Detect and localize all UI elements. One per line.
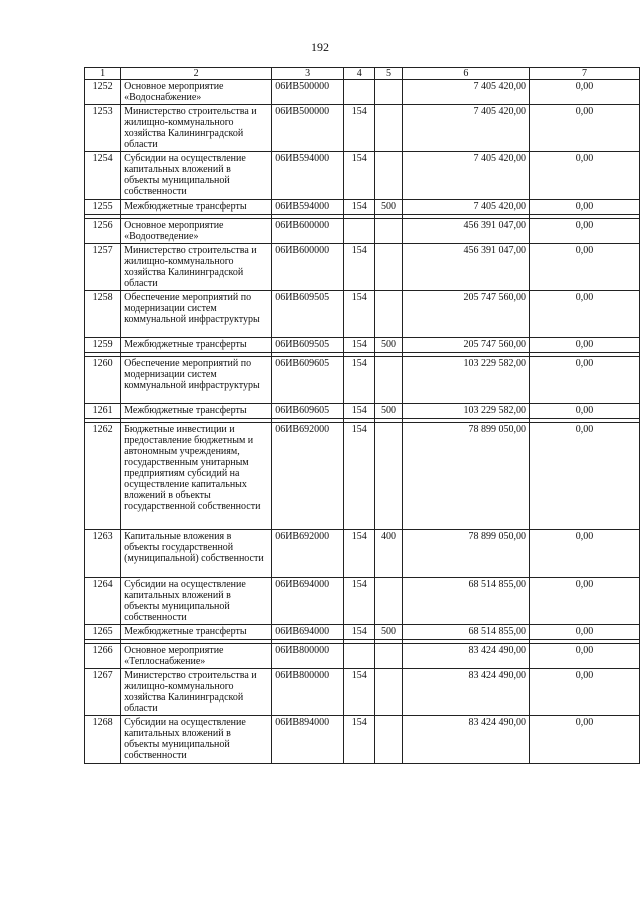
row-value: 0,00	[529, 80, 639, 105]
table-row	[85, 200, 640, 215]
row-vr	[375, 291, 402, 338]
table-row	[85, 357, 640, 404]
row-grbs: 154	[344, 578, 375, 625]
row-grbs: 154	[344, 291, 375, 338]
row-number: 1259	[85, 338, 121, 353]
row-code: 06ИВ800000	[272, 669, 344, 716]
table-row	[85, 105, 640, 152]
row-amount: 103 229 582,00	[402, 357, 529, 404]
row-name: Бюджетные инвестиции и предоставление бюджетным и автономным учреждениям, государственным унитарным предприятиям субсидий на осуществление капитальных вложений в объекты государственной собственности	[121, 423, 272, 530]
row-code: 06ИВ609605	[272, 404, 344, 419]
row-name: Межбюджетные трансферты	[121, 338, 272, 353]
row-amount: 7 405 420,00	[402, 105, 529, 152]
budget-table	[84, 67, 640, 764]
row-amount: 7 405 420,00	[402, 152, 529, 200]
row-name: Министерство строительства и жилищно-коммунального хозяйства Калининградской области	[121, 669, 272, 716]
row-amount: 68 514 855,00	[402, 625, 529, 640]
row-name: Капитальные вложения в объекты государственной (муниципальной) собственности	[121, 530, 272, 578]
row-code: 06ИВ600000	[272, 244, 344, 291]
row-code: 06ИВ692000	[272, 530, 344, 578]
table-row	[85, 644, 640, 669]
row-vr	[375, 716, 402, 764]
row-name: Межбюджетные трансферты	[121, 404, 272, 419]
row-amount: 456 391 047,00	[402, 244, 529, 291]
row-vr	[375, 219, 402, 244]
row-number: 1255	[85, 200, 121, 215]
row-amount: 83 424 490,00	[402, 669, 529, 716]
row-name: Основное мероприятие «Водоснабжение»	[121, 80, 272, 105]
row-amount: 456 391 047,00	[402, 219, 529, 244]
row-number: 1262	[85, 423, 121, 530]
row-amount: 7 405 420,00	[402, 80, 529, 105]
row-amount: 83 424 490,00	[402, 644, 529, 669]
row-vr	[375, 644, 402, 669]
row-vr	[375, 357, 402, 404]
table-row	[85, 219, 640, 244]
row-amount: 78 899 050,00	[402, 423, 529, 530]
row-number: 1253	[85, 105, 121, 152]
row-value: 0,00	[529, 423, 639, 530]
row-code: 06ИВ500000	[272, 105, 344, 152]
row-amount: 205 747 560,00	[402, 338, 529, 353]
row-vr: 400	[375, 530, 402, 578]
row-amount: 7 405 420,00	[402, 200, 529, 215]
row-name: Субсидии на осуществление капитальных вложений в объекты муниципальной собственности	[121, 716, 272, 764]
row-value: 0,00	[529, 105, 639, 152]
row-grbs	[344, 219, 375, 244]
row-name: Основное мероприятие «Теплоснабжение»	[121, 644, 272, 669]
row-value: 0,00	[529, 152, 639, 200]
row-code: 06ИВ694000	[272, 578, 344, 625]
row-number: 1254	[85, 152, 121, 200]
row-number: 1261	[85, 404, 121, 419]
table-row	[85, 244, 640, 291]
row-vr	[375, 423, 402, 530]
row-grbs: 154	[344, 152, 375, 200]
row-grbs	[344, 644, 375, 669]
row-grbs: 154	[344, 338, 375, 353]
table-row	[85, 716, 640, 764]
row-value: 0,00	[529, 219, 639, 244]
page-number: 192	[311, 40, 329, 54]
row-value: 0,00	[529, 244, 639, 291]
row-value: 0,00	[529, 338, 639, 353]
row-vr	[375, 105, 402, 152]
row-grbs: 154	[344, 404, 375, 419]
row-code: 06ИВ500000	[272, 80, 344, 105]
row-value: 0,00	[529, 716, 639, 764]
row-code: 06ИВ694000	[272, 625, 344, 640]
row-code: 06ИВ594000	[272, 200, 344, 215]
row-code: 06ИВ692000	[272, 423, 344, 530]
row-number: 1258	[85, 291, 121, 338]
row-grbs: 154	[344, 105, 375, 152]
table-row	[85, 152, 640, 200]
row-name: Межбюджетные трансферты	[121, 625, 272, 640]
row-vr	[375, 80, 402, 105]
row-name: Обеспечение мероприятий по модернизации систем коммунальной инфраструктуры	[121, 357, 272, 404]
row-amount: 103 229 582,00	[402, 404, 529, 419]
row-code: 06ИВ594000	[272, 152, 344, 200]
row-grbs: 154	[344, 530, 375, 578]
row-name: Основное мероприятие «Водоотведение»	[121, 219, 272, 244]
row-grbs: 154	[344, 200, 375, 215]
row-number: 1267	[85, 669, 121, 716]
row-number: 1264	[85, 578, 121, 625]
table-row	[85, 625, 640, 640]
row-code: 06ИВ600000	[272, 219, 344, 244]
row-code: 06ИВ609605	[272, 357, 344, 404]
row-vr: 500	[375, 625, 402, 640]
table-row	[85, 80, 640, 105]
row-value: 0,00	[529, 625, 639, 640]
row-grbs: 154	[344, 244, 375, 291]
row-value: 0,00	[529, 404, 639, 419]
row-amount: 68 514 855,00	[402, 578, 529, 625]
row-grbs: 154	[344, 716, 375, 764]
row-amount: 83 424 490,00	[402, 716, 529, 764]
header-col-2: 2	[121, 68, 272, 80]
row-name: Министерство строительства и жилищно-коммунального хозяйства Калининградской области	[121, 105, 272, 152]
row-name: Субсидии на осуществление капитальных вложений в объекты муниципальной собственности	[121, 152, 272, 200]
row-number: 1257	[85, 244, 121, 291]
row-value: 0,00	[529, 530, 639, 578]
row-vr: 500	[375, 338, 402, 353]
row-number: 1252	[85, 80, 121, 105]
row-name: Субсидии на осуществление капитальных вложений в объекты муниципальной собственности	[121, 578, 272, 625]
header-col-1: 1	[85, 68, 121, 80]
row-amount: 205 747 560,00	[402, 291, 529, 338]
table-body	[85, 80, 640, 764]
row-vr	[375, 244, 402, 291]
row-number: 1260	[85, 357, 121, 404]
row-grbs: 154	[344, 423, 375, 530]
row-value: 0,00	[529, 357, 639, 404]
table-row	[85, 578, 640, 625]
header-col-3: 3	[272, 68, 344, 80]
header-col-6: 6	[402, 68, 529, 80]
row-code: 06ИВ609505	[272, 338, 344, 353]
row-vr: 500	[375, 200, 402, 215]
row-vr: 500	[375, 404, 402, 419]
row-value: 0,00	[529, 578, 639, 625]
table-row	[85, 530, 640, 578]
row-number: 1263	[85, 530, 121, 578]
row-name: Министерство строительства и жилищно-коммунального хозяйства Калининградской области	[121, 244, 272, 291]
header-row	[85, 68, 640, 80]
row-name: Обеспечение мероприятий по модернизации систем коммунальной инфраструктуры	[121, 291, 272, 338]
row-grbs: 154	[344, 625, 375, 640]
row-value: 0,00	[529, 644, 639, 669]
table-row	[85, 423, 640, 530]
row-vr	[375, 669, 402, 716]
table-row	[85, 291, 640, 338]
row-vr	[375, 578, 402, 625]
row-value: 0,00	[529, 200, 639, 215]
row-number: 1266	[85, 644, 121, 669]
row-vr	[375, 152, 402, 200]
header-col-5: 5	[375, 68, 402, 80]
row-number: 1265	[85, 625, 121, 640]
table-row	[85, 338, 640, 353]
row-grbs	[344, 80, 375, 105]
header-col-4: 4	[344, 68, 375, 80]
row-code: 06ИВ894000	[272, 716, 344, 764]
header-col-7: 7	[529, 68, 639, 80]
row-value: 0,00	[529, 291, 639, 338]
row-name: Межбюджетные трансферты	[121, 200, 272, 215]
table-row	[85, 669, 640, 716]
row-amount: 78 899 050,00	[402, 530, 529, 578]
row-number: 1256	[85, 219, 121, 244]
row-grbs: 154	[344, 669, 375, 716]
row-value: 0,00	[529, 669, 639, 716]
row-number: 1268	[85, 716, 121, 764]
table-row	[85, 404, 640, 419]
row-code: 06ИВ800000	[272, 644, 344, 669]
row-code: 06ИВ609505	[272, 291, 344, 338]
row-grbs: 154	[344, 357, 375, 404]
